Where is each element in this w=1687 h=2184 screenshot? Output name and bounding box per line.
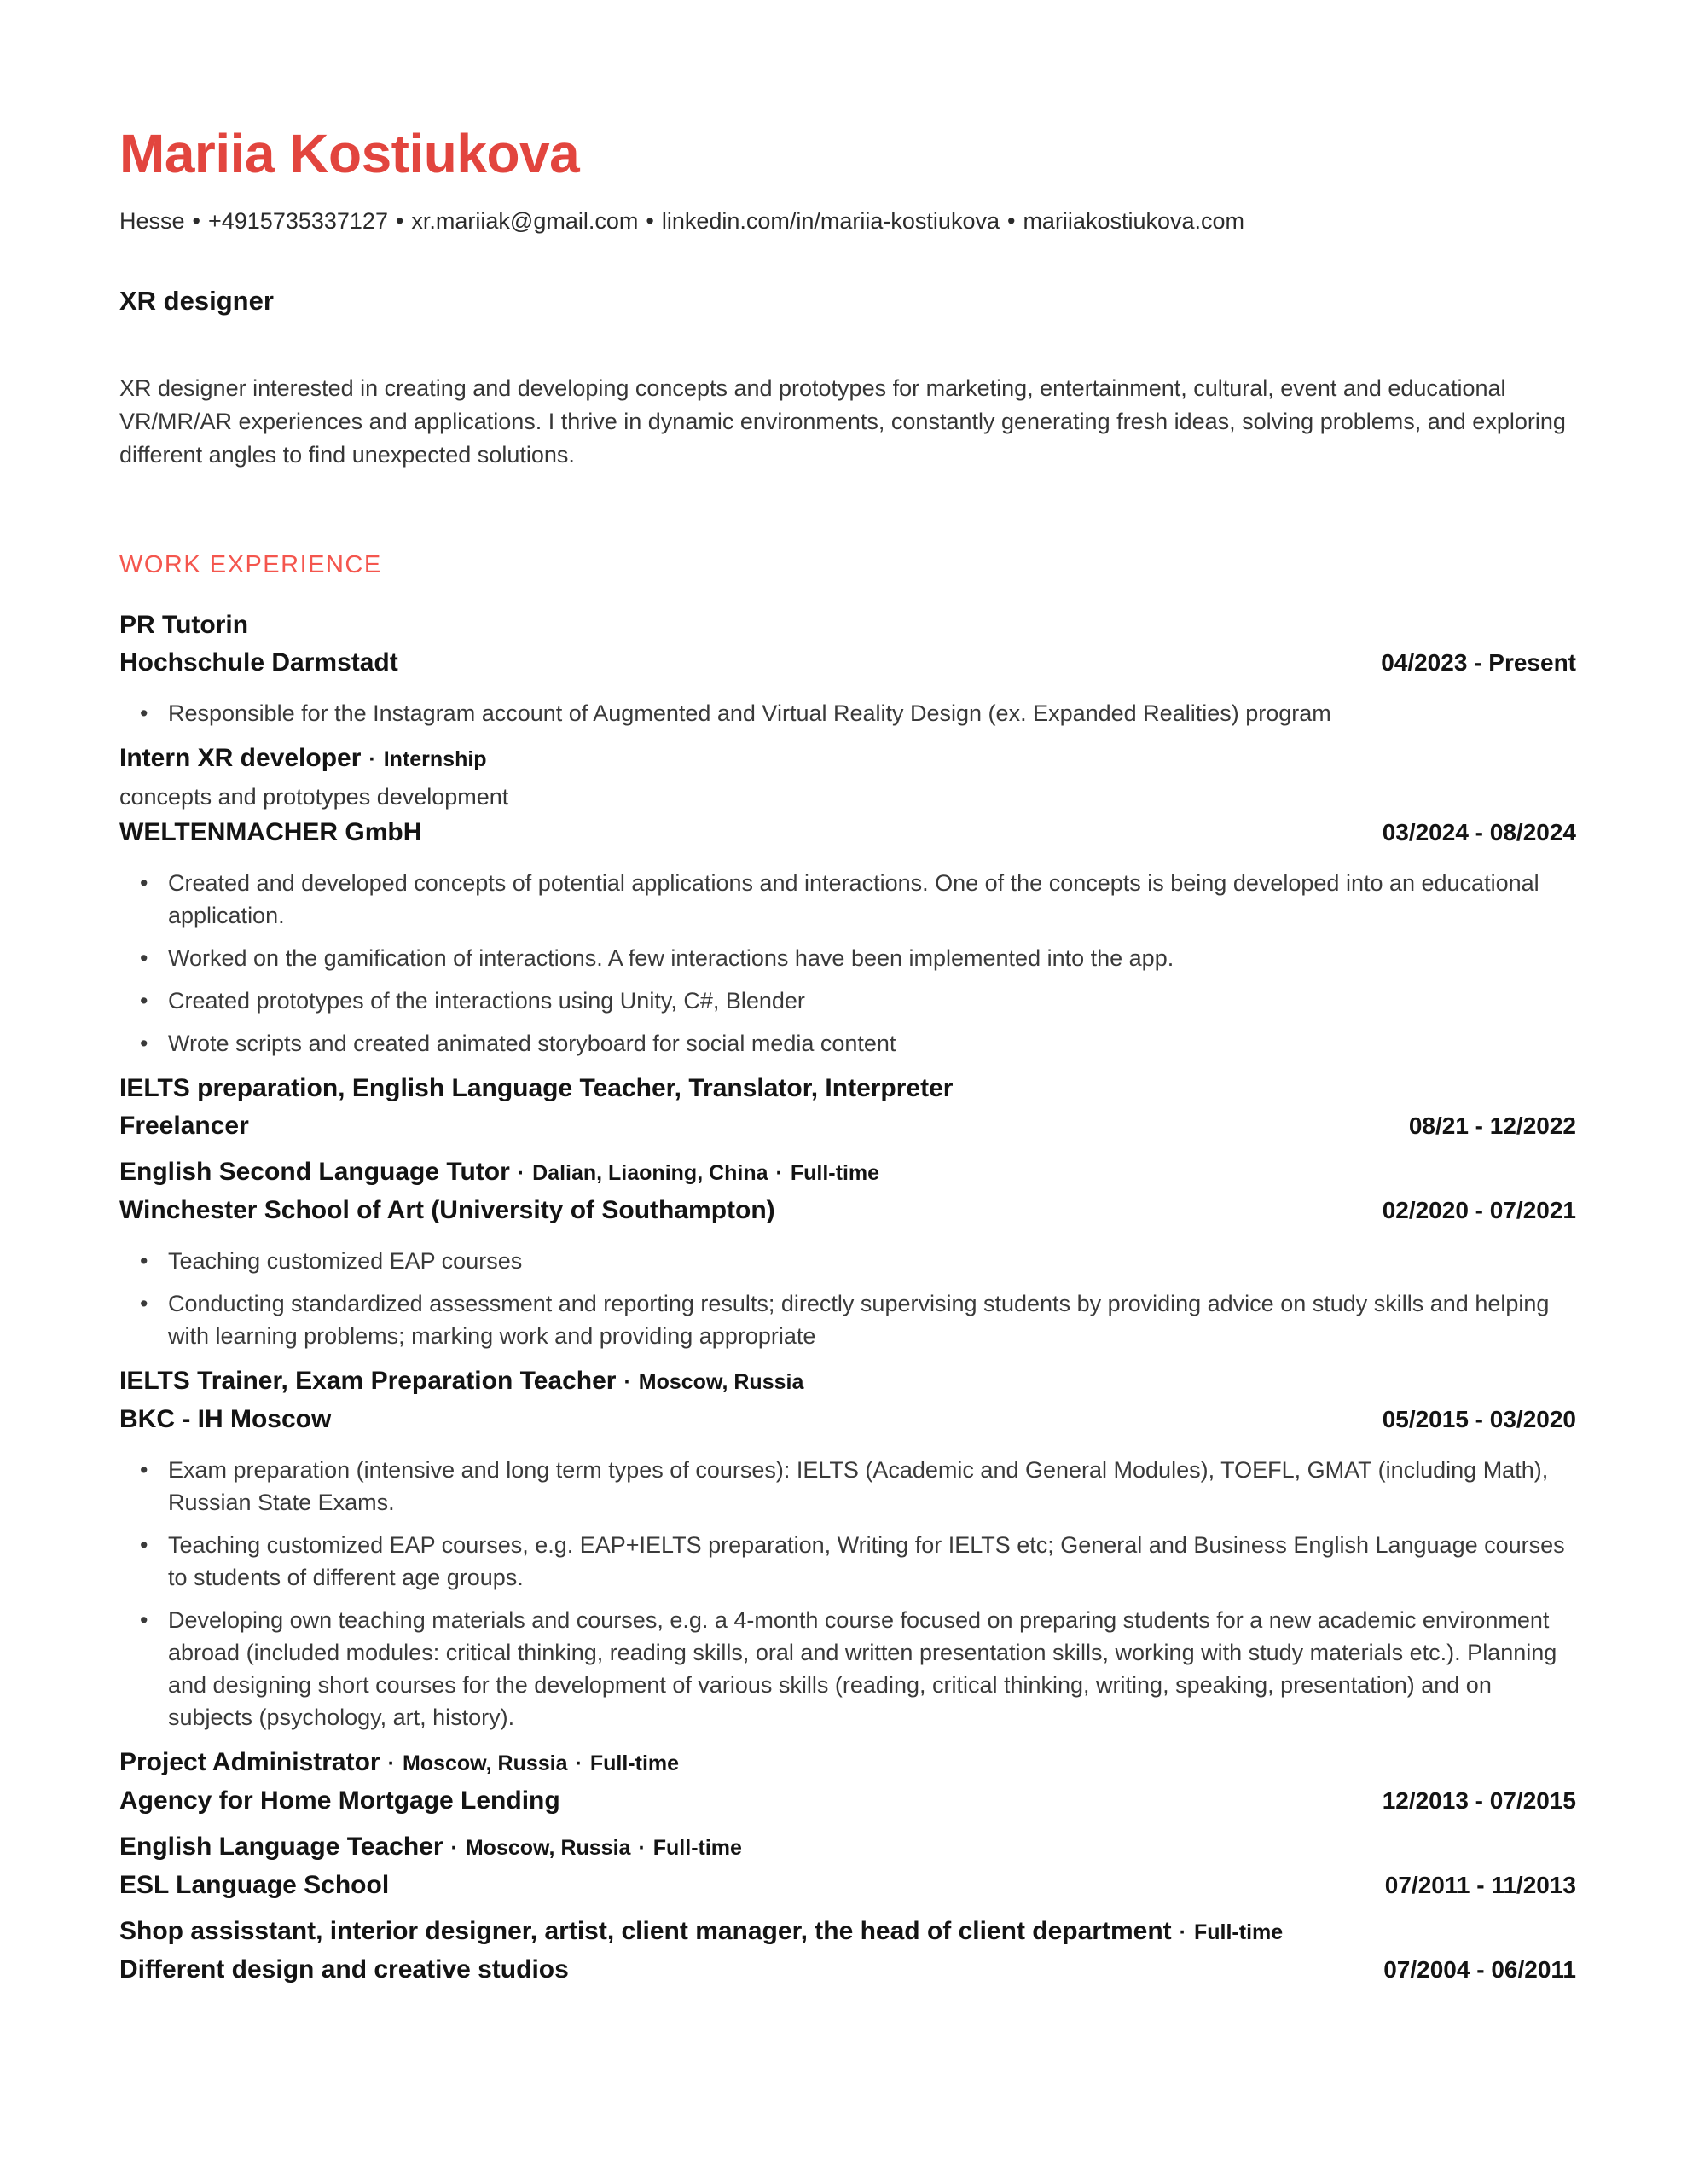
date-range: 03/2024 - 08/2024 [1382, 819, 1576, 845]
date-range: 05/2015 - 03/2020 [1382, 1406, 1576, 1432]
title-separator: · [638, 1836, 646, 1860]
title-separator: · [387, 1751, 395, 1775]
company-name: Freelancer [119, 1112, 249, 1140]
job-title: PR Tutorin [119, 611, 249, 639]
company-line [119, 646, 1576, 680]
title-separator: · [575, 1751, 583, 1775]
company-name: Different design and creative studios [119, 1955, 569, 1984]
bullet-item: • Responsible for the Instagram account of Augmented and Virtual Reality Design (ex. Expanded Realities) program [119, 697, 1576, 729]
section-heading-work-experience: WORK EXPERIENCE [119, 551, 382, 578]
company-line [119, 1403, 1576, 1437]
company-line [119, 1194, 1576, 1228]
job-title-line [119, 1072, 1576, 1106]
company-name: Winchester School of Art (University of Southampton) [119, 1196, 775, 1224]
contact-website[interactable]: mariiakostiukova.com [1023, 208, 1245, 234]
job-title-line [119, 1745, 1576, 1780]
work-experience-section [119, 550, 1576, 1987]
job-location: Moscow, Russia [465, 1836, 631, 1860]
title-separator: · [450, 1836, 458, 1860]
job-title-line [119, 1155, 1576, 1190]
bullet-list [119, 867, 1576, 1060]
job-type: Internship [383, 747, 487, 771]
title-separator: · [775, 1161, 783, 1185]
bullet-list [119, 1245, 1576, 1352]
title-separator: · [1179, 1920, 1186, 1944]
job-title-line [119, 1914, 1576, 1949]
company-line [119, 1784, 1576, 1818]
experience-entry [119, 1364, 1576, 1734]
company-line [119, 1868, 1576, 1902]
person-name: Mariia Kostiukova [119, 123, 580, 184]
job-title: English Second Language Tutor [119, 1158, 510, 1186]
experience-entry [119, 1072, 1576, 1143]
contact-linkedin[interactable]: linkedin.com/in/mariia-kostiukova [661, 208, 1000, 234]
bullet-item: • Created prototypes of the interactions using Unity, C#, Blender [119, 985, 1576, 1017]
contact-separator: • [1006, 208, 1016, 234]
title-separator: · [517, 1161, 525, 1185]
job-title: English Language Teacher [119, 1833, 443, 1861]
job-title-line [119, 1830, 1576, 1865]
company-line [119, 1109, 1576, 1143]
bullet-item: • Teaching customized EAP courses, e.g. EAP+IELTS preparation, Writing for IELTS etc; General and Business English Language courses to students of different age groups. [119, 1529, 1576, 1594]
company-name: Agency for Home Mortgage Lending [119, 1786, 560, 1815]
job-location: Dalian, Liaoning, China [532, 1161, 768, 1185]
company-name: Hochschule Darmstadt [119, 648, 398, 677]
company-line [119, 816, 1576, 850]
job-title: IELTS preparation, English Language Teacher, Translator, Interpreter [119, 1074, 954, 1102]
contact-location: Hesse [119, 208, 185, 234]
company-name: WELTENMACHER GmbH [119, 818, 422, 846]
job-location: Moscow, Russia [638, 1370, 804, 1394]
bullet-list [119, 697, 1576, 729]
experience-entry [119, 608, 1576, 729]
bullet-item: • Worked on the gamification of interactions. A few interactions have been implemented into the app. [119, 942, 1576, 974]
bullet-list [119, 1454, 1576, 1734]
bullet-item: • Conducting standardized assessment and reporting results; directly supervising students by providing advice on study skills and helping with learning problems; marking work and providing appropriate [119, 1287, 1576, 1352]
bullet-item: • Created and developed concepts of potential applications and interactions. One of the concepts is being developed into an educational application. [119, 867, 1576, 932]
company-name: ESL Language School [119, 1871, 390, 1899]
job-title-line [119, 608, 1576, 642]
job-title: Shop assisstant, interior designer, artist, client manager, the head of client department [119, 1917, 1172, 1945]
job-title-line [119, 1364, 1576, 1399]
title-separator: · [368, 747, 376, 771]
job-type: Full-time [790, 1161, 880, 1185]
title-separator: · [623, 1370, 631, 1394]
job-title: Intern XR developer [119, 744, 362, 772]
date-range: 02/2020 - 07/2021 [1382, 1197, 1576, 1223]
resume-header [119, 125, 1576, 472]
job-type: Full-time [1193, 1920, 1284, 1944]
company-name: BKC - IH Moscow [119, 1405, 332, 1433]
experience-entry [119, 741, 1576, 1060]
experience-entry [119, 1745, 1576, 1818]
date-range: 12/2013 - 07/2015 [1382, 1787, 1576, 1814]
bullet-item: • Developing own teaching materials and courses, e.g. a 4-month course focused on preparing students for a new academic environment abroad (included modules: critical thinking, reading skills, oral and written presentation skills, working with study materials etc.). Planning and designing short courses for the development of various skills (reading, critical thinking, writing, speaking, presentation) and on subjects (psychology, art, history). [119, 1604, 1576, 1734]
contact-separator: • [646, 208, 654, 234]
contact-email[interactable]: xr.mariiak@gmail.com [411, 208, 639, 234]
company-line [119, 1953, 1576, 1987]
bullet-item: • Teaching customized EAP courses [119, 1245, 1576, 1277]
job-title: IELTS Trainer, Exam Preparation Teacher [119, 1367, 617, 1395]
job-type: Full-time [589, 1751, 680, 1775]
bullet-item: • Exam preparation (intensive and long term types of courses): IELTS (Academic and General Modules), TOEFL, GMAT (including Math), Russian State Exams. [119, 1454, 1576, 1519]
job-note: concepts and prototypes development [119, 784, 509, 810]
experience-entry [119, 1914, 1576, 1987]
role-title: XR designer [119, 286, 274, 316]
contact-line [119, 206, 1576, 235]
contact-separator: • [192, 208, 200, 234]
date-range: 07/2004 - 06/2011 [1383, 1956, 1576, 1983]
contact-separator: • [395, 208, 404, 234]
summary-paragraph: XR designer interested in creating and developing concepts and prototypes for marketing, entertainment, cultural, event and educational VR/MR/AR experiences and applications. I thrive in dynamic environments, constantly generating fresh ideas, solving problems, and exploring different angles to find unexpected solutions. [119, 375, 1566, 468]
date-range: 07/2011 - 11/2013 [1384, 1872, 1576, 1898]
job-title: Project Administrator [119, 1748, 380, 1776]
contact-phone: +4915735337127 [207, 208, 388, 234]
job-title-line [119, 741, 1576, 776]
bullet-item: • Wrote scripts and created animated storyboard for social media content [119, 1027, 1576, 1060]
job-type: Full-time [652, 1836, 742, 1860]
date-range: 08/21 - 12/2022 [1408, 1112, 1576, 1139]
job-location: Moscow, Russia [402, 1751, 568, 1775]
experience-entry [119, 1155, 1576, 1352]
date-range: 04/2023 - Present [1381, 649, 1576, 676]
experience-entry [119, 1830, 1576, 1902]
